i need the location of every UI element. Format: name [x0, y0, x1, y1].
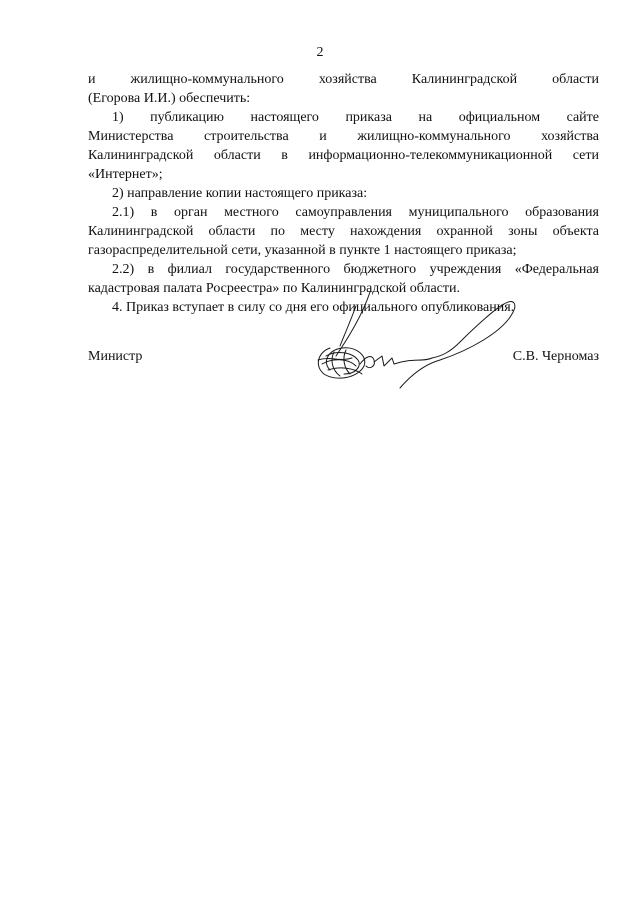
- handwritten-signature: [300, 286, 525, 396]
- paragraph-continuation-line: и жилищно-коммунального хозяйства Калининградской области: [88, 72, 599, 87]
- page-number: 2: [316, 45, 324, 60]
- item-2-1-line: газораспределительной сети, указанной в пункте 1 настоящего приказа;: [88, 243, 517, 258]
- item-4-line: 4. Приказ вступает в силу со дня его официального опубликования.: [112, 300, 515, 315]
- item-2-2-line: кадастровая палата Росреестра» по Калининградской области.: [88, 281, 460, 296]
- signatory-name: С.В. Черномаз: [512, 349, 599, 364]
- item-1-line: 1) публикацию настоящего приказа на официальном сайте: [112, 110, 599, 125]
- item-2-1-line: Калининградской области по месту нахождения охранной зоны объекта: [88, 224, 599, 239]
- item-2-1-line: 2.1) в орган местного самоуправления муниципального образования: [112, 205, 599, 220]
- item-2-line: 2) направление копии настоящего приказа:: [112, 186, 368, 201]
- signatory-title: Министр: [88, 349, 143, 364]
- item-1-line: Калининградской области в информационно-телекоммуникационной сети: [88, 148, 599, 163]
- item-2-2-line: 2.2) в филиал государственного бюджетного учреждения «Федеральная: [112, 262, 599, 277]
- paragraph-continuation-line: (Егорова И.И.) обеспечить:: [88, 91, 251, 106]
- item-1-line: «Интернет»;: [88, 167, 163, 182]
- order-text: [88, 70, 599, 317]
- item-1-line: Министерства строительства и жилищно-коммунального хозяйства: [88, 129, 599, 144]
